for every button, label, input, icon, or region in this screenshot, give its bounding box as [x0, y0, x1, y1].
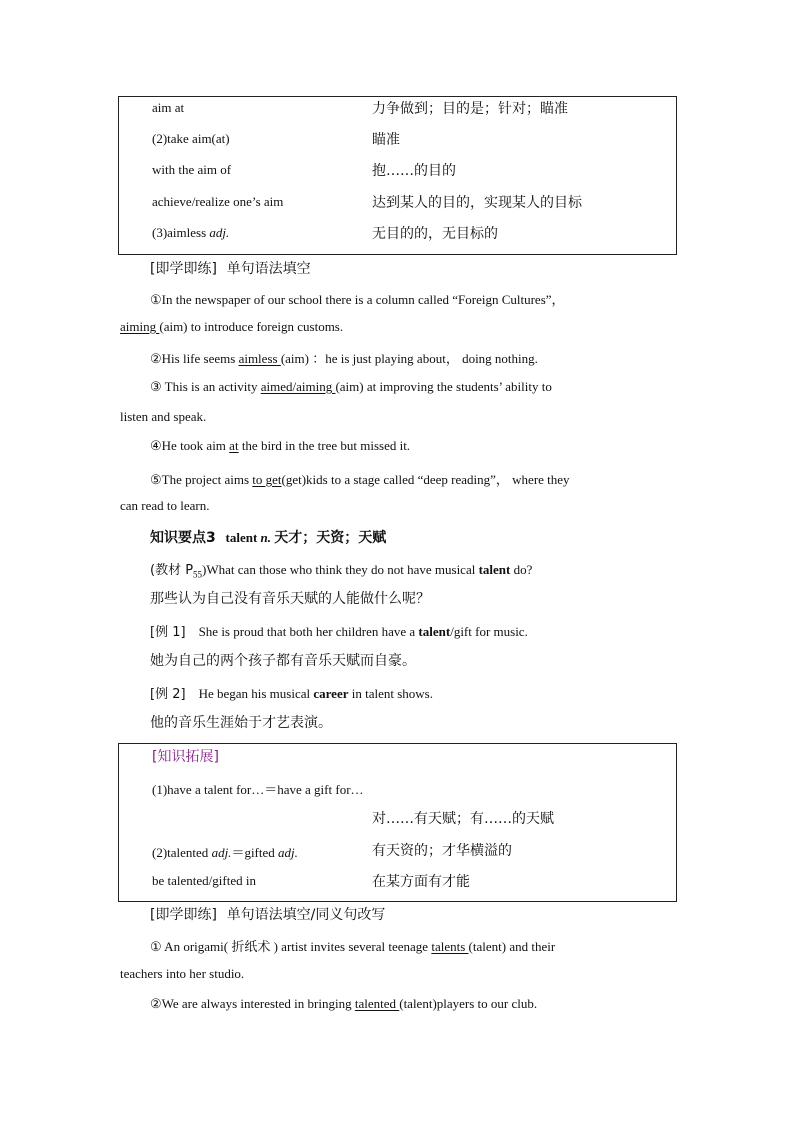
table1-row2-cn: 瞄准 — [372, 132, 400, 148]
knowledge-extension-title: [知识拓展] — [152, 749, 219, 765]
practice1-header: [即学即练] 单句语法填空 — [150, 261, 311, 277]
practice2-q1-line2: teachers into her studio. — [120, 966, 245, 981]
answer-blank: talented — [354, 996, 400, 1011]
practice1-q4: ④He took aim at the bird in the tree but missed it. — [150, 438, 411, 453]
table1-row1-en: aim at — [152, 100, 185, 115]
table2-row3-cn: 在某方面有才能 — [372, 874, 470, 890]
answer-blank: aimless — [238, 351, 281, 366]
point3-example2-translation: 他的音乐生涯始于才艺表演。 — [150, 715, 332, 731]
table2-row2-cn: 有天资的；才华横溢的 — [372, 843, 512, 859]
point3-textbook-sentence: (教材 $P_{55})What$ can those who think they do not have musical talent do? — [150, 562, 533, 580]
answer-blank: aimed/aiming — [260, 379, 336, 394]
answer-blank: to get — [252, 472, 282, 487]
table2-row1-en: (1)have a talent for…＝have a gift for… — [152, 782, 364, 797]
table1-row4-en: achieve/realize one’s aim — [152, 194, 284, 209]
point3-textbook-translation: 那些认为自己没有音乐天赋的人能做什么呢？ — [150, 591, 430, 607]
practice1-q2: ②His life seems aimless (aim) ：he is just playing about， doing nothing. — [150, 351, 538, 366]
answer-blank: at — [229, 438, 239, 453]
point3-heading: 知识要点3 talent n. 天才；天资；天赋 — [150, 530, 387, 546]
table1-row3-cn: 抱……的目的 — [372, 163, 456, 179]
practice1-q3-line2: listen and speak. — [120, 409, 207, 424]
table1-row5-en: (3)aimless adj. — [152, 225, 230, 240]
table2-row3-en: be talented/gifted in — [152, 873, 256, 888]
point3-example1: [例 1] She is proud that both her children have a talent/gift for music. — [150, 624, 528, 640]
table2-row2-en: (2)talented adj.＝gifted adj. — [152, 845, 298, 860]
answer-blank: aiming — [120, 319, 160, 334]
practice1-q3-line1: ③ This is an activity aimed/aiming (aim) at improving the students’ ability to — [150, 379, 552, 394]
practice2-q2: ②We are always interested in bringing talented (talent)players to our club. — [150, 996, 538, 1011]
answer-blank: talents — [431, 939, 469, 954]
practice1-q5-line1: ⑤The project aims to get(get)kids to a stage called “deep reading”， where they — [150, 472, 570, 487]
practice1-q5-line2: can read to learn. — [120, 498, 210, 513]
table2-row1-cn: 对……有天赋；有……的天赋 — [372, 811, 554, 827]
point3-example2: [例 2] He began his musical career in talent shows. — [150, 686, 433, 702]
practice1-q1-line2: aiming (aim) to introduce foreign customs. — [120, 319, 344, 334]
practice1-q1-line1: ①In the newspaper of our school there is a column called “Foreign Cultures”， — [150, 292, 565, 307]
point3-example1-translation: 她为自己的两个孩子都有音乐天赋而自豪。 — [150, 653, 416, 669]
table1-row3-en: with the aim of — [152, 162, 232, 177]
table1-row4-cn: 达到某人的目的，实现某人的目标 — [372, 195, 582, 211]
practice2-header: [即学即练] 单句语法填空/同义句改写 — [150, 907, 386, 923]
practice2-q1-line1: ① An origami( 折纸术 ) artist invites several teenage talents (talent) and their — [150, 939, 556, 954]
table1-row2-en: (2)take aim(at) — [152, 131, 230, 146]
table1-row5-cn: 无目的的，无目标的 — [372, 226, 498, 242]
table1-row1-cn: 力争做到；目的是；针对；瞄准 — [372, 101, 568, 117]
